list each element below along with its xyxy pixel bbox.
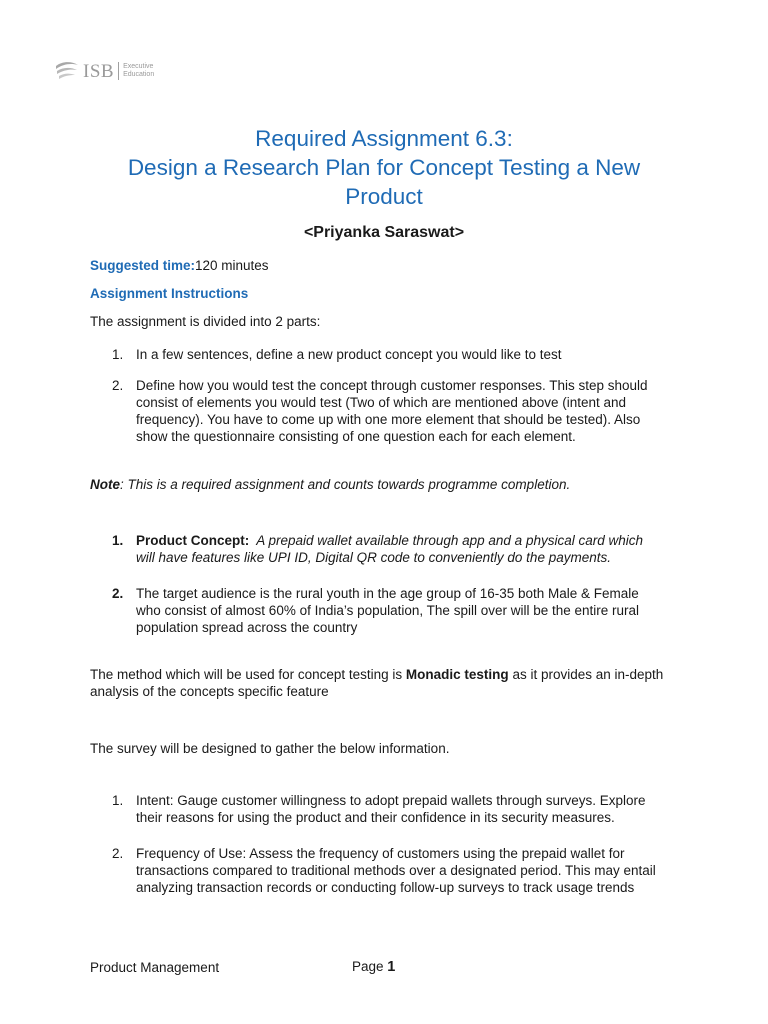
product-concept-line-2: will have features like UPI ID, Digital QR code to conveniently do the payments. [136, 550, 611, 565]
isb-logo [54, 58, 154, 84]
footer-page-number: 1 [387, 959, 396, 975]
logo-divider [118, 62, 119, 80]
note [90, 476, 570, 493]
list-number: 1. [112, 533, 124, 548]
method-paragraph [90, 666, 663, 683]
author-name: <Priyanka Saraswat> [303, 224, 465, 241]
method-bold: Monadic testing [405, 667, 509, 682]
suggested-time-value: 120 minutes [195, 258, 269, 273]
list-number: 2. [112, 586, 124, 601]
instruction-2-line-1: Define how you would test the concept through customer responses. This step should [136, 378, 648, 393]
note-text: : This is a required assignment and counts towards programme completion. [120, 477, 571, 492]
instruction-2-line-4: show the questionnaire consisting of one question each for each element. [136, 429, 576, 444]
logo-subtitle: Executive Education [123, 63, 155, 78]
footer-course: Product Management [90, 960, 220, 975]
instructions-intro: The assignment is divided into 2 parts: [90, 314, 321, 329]
footer-page-label: Page [352, 959, 388, 974]
product-concept-label: Product Concept: [136, 533, 250, 548]
method-after: as it provides an in-depth [508, 667, 664, 682]
list-number: 2. [112, 378, 124, 393]
list-number: 1. [112, 793, 124, 808]
survey-2-line-1: Frequency of Use: Assess the frequency of customers using the prepaid wallet for [136, 846, 625, 861]
footer-page [352, 959, 395, 975]
logo-text: ISB [83, 60, 115, 82]
title-line-1: Required Assignment 6.3: [255, 126, 513, 151]
note-label: Note [90, 477, 120, 492]
title-line-2: Design a Research Plan for Concept Testing a New [127, 155, 641, 180]
survey-1-line-2: their reasons for using the product and their confidence in its security measures. [136, 810, 615, 825]
audience-line-1: The target audience is the rural youth in the age group of 16-35 both Male & Female [136, 586, 639, 601]
survey-2-line-2: transactions compared to traditional methods over a designated period. This may entail [136, 863, 656, 878]
list-number: 1. [112, 347, 124, 362]
title-line-3: Product [345, 184, 423, 209]
product-concept-line-1: A prepaid wallet available through app and a physical card which [249, 533, 643, 548]
instructions-heading: Assignment Instructions [90, 286, 249, 301]
isb-swoosh-icon [54, 60, 80, 82]
instruction-2-line-3: frequency). You have to come up with one more element that should be tested). Also [136, 412, 641, 427]
document-title [90, 124, 678, 211]
instruction-2-line-2: consist of elements you would test (Two of which are mentioned above (intent and [136, 395, 627, 410]
method-line-2: analysis of the concepts specific feature [90, 684, 329, 699]
suggested-time [90, 257, 269, 274]
suggested-time-label: Suggested time: [90, 258, 196, 273]
audience-line-2: who consist of almost 60% of India’s population, The spill over will be the entire rural [136, 603, 640, 618]
survey-2-line-3: analyzing transaction records or conducting follow-up surveys to track usage trends [136, 880, 635, 895]
survey-intro: The survey will be designed to gather the below information. [90, 741, 450, 756]
method-before: The method which will be used for concept testing is [90, 667, 406, 682]
list-number: 2. [112, 846, 124, 861]
instruction-1-line-1: In a few sentences, define a new product concept you would like to test [136, 347, 562, 362]
survey-1-line-1: Intent: Gauge customer willingness to adopt prepaid wallets through surveys. Explore [136, 793, 646, 808]
audience-line-3: population spread across the country [136, 620, 358, 635]
